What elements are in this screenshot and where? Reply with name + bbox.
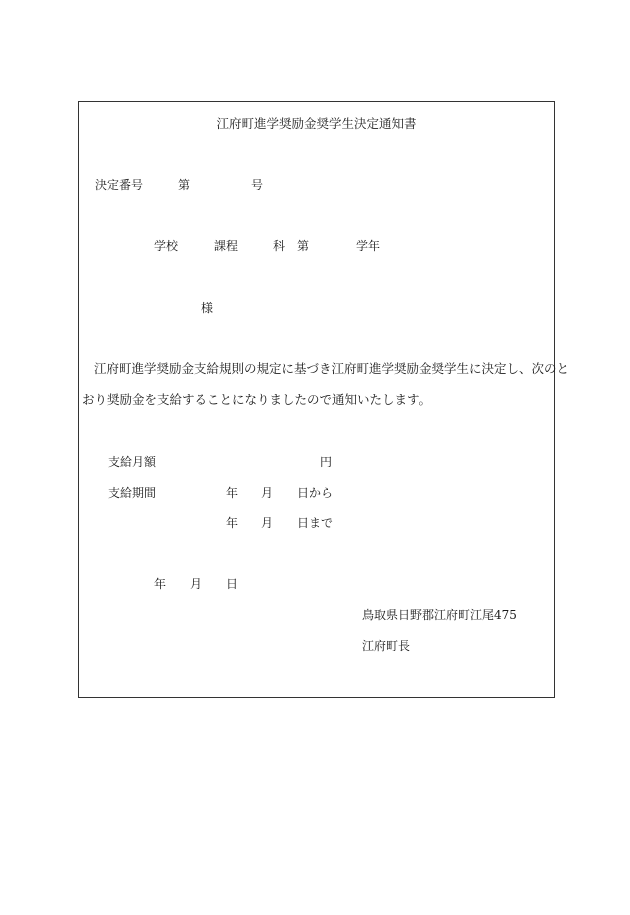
monthly-amount-unit: 円 bbox=[320, 455, 333, 469]
issuer-name: 江府町長 bbox=[362, 639, 411, 653]
issue-date-day: 日 bbox=[226, 577, 239, 591]
monthly-amount-label: 支給月額 bbox=[108, 455, 157, 469]
school-label: 学校 bbox=[154, 239, 179, 253]
department-label: 科 bbox=[273, 239, 286, 253]
issue-date-month: 月 bbox=[190, 577, 203, 591]
period-from-day: 日から bbox=[297, 486, 334, 500]
body-line-1: 江府町進学奨励金支給規則の規定に基づき江府町進学奨励金奨学生に決定し、次のと bbox=[94, 361, 570, 376]
grade-suffix: 学年 bbox=[356, 239, 381, 253]
decision-number-label: 決定番号 bbox=[95, 178, 144, 192]
period-to-day: 日まで bbox=[297, 516, 334, 530]
decision-number-prefix: 第 bbox=[178, 178, 191, 192]
period-label: 支給期間 bbox=[108, 486, 157, 500]
grade-prefix: 第 bbox=[297, 239, 310, 253]
period-to-month: 月 bbox=[261, 516, 274, 530]
body-line-2: おり奨励金を支給することになりましたので通知いたします。 bbox=[82, 392, 432, 407]
issuer-address: 鳥取県日野郡江府町江尾475 bbox=[362, 608, 517, 622]
period-from-year: 年 bbox=[226, 486, 239, 500]
period-from-month: 月 bbox=[261, 486, 274, 500]
addressee-suffix: 様 bbox=[201, 301, 214, 315]
document-title: 江府町進学奨励金奨学生決定通知書 bbox=[216, 116, 417, 131]
course-label: 課程 bbox=[214, 239, 239, 253]
issue-date-year: 年 bbox=[154, 577, 167, 591]
decision-number-suffix: 号 bbox=[251, 178, 264, 192]
period-to-year: 年 bbox=[226, 516, 239, 530]
